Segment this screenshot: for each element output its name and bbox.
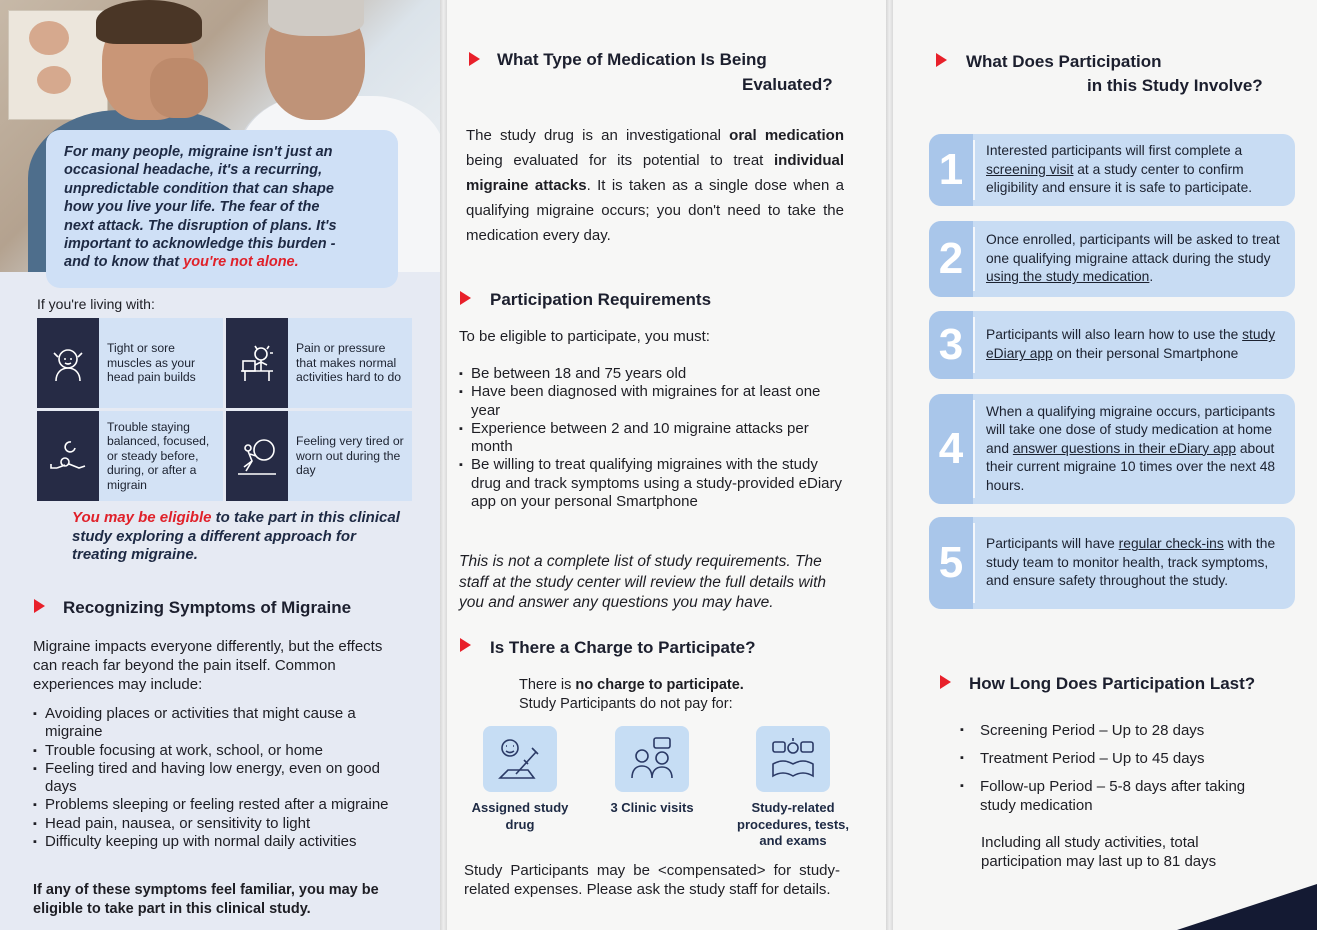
requirements-note: This is not a complete list of study requirements. The staff at the study center will review the full details with you and answer any questions you may have. <box>459 553 826 611</box>
total-duration: Including all study activities, total participation may last up to 81 days <box>981 834 1217 870</box>
list-item: ▪ Be willing to treat qualifying migraines with the study drug and track symptoms using a study-provided eDiary app on your personal Smartphone <box>459 456 849 511</box>
clinic-visit-icon <box>615 726 689 792</box>
medication-title-line1: What Type of Medication Is Being <box>497 50 767 69</box>
medication-title-line2: Evaluated? <box>742 75 833 94</box>
section-arrow-icon <box>469 52 480 66</box>
headache-woman-icon <box>37 318 99 408</box>
symptoms-intro: Migraine impacts everyone differently, but the effects can reach far beyond the pain itself. Common experiences may include: <box>33 638 383 693</box>
list-item: ▪ Experience between 2 and 10 migraine attacks per month <box>459 420 849 457</box>
list-item: ▪ Treatment Period – Up to 45 days <box>960 749 1260 768</box>
list-item: ▪ Have been diagnosed with migraines for at least one year <box>459 383 849 420</box>
procedures-book-icon <box>756 726 830 792</box>
syringe-pill-icon <box>483 726 557 792</box>
section-arrow-icon <box>940 675 951 689</box>
requirements-intro: To be eligible to participate, you must: <box>459 328 710 345</box>
step-card: 2 Once enrolled, participants will be asked to treat one qualifying migraine attack during the study using the study medication. <box>929 221 1295 297</box>
anatomy-chart <box>8 10 108 120</box>
list-item: ▪ Trouble focusing at work, school, or home <box>33 742 413 760</box>
cost-item: 3 Clinic visits <box>600 726 704 817</box>
medication-description: The study drug is an investigational oral medication being evaluated for its potential to treat individual migraine attacks. It is taken as a single dose when a qualifying migraine occurs; you don't need to take the medication every day. <box>466 127 845 244</box>
step-card: 5 Participants will have regular check-ins with the study team to monitor health, track symptoms, and ensure safety throughout the study. <box>929 517 1295 609</box>
left-panel <box>0 0 440 930</box>
symptom-card: Pain or pressure that makes normal activities hard to do <box>226 318 412 408</box>
living-with-label: If you're living with: <box>37 296 155 312</box>
cost-item: Assigned study drug <box>470 726 570 833</box>
involve-title-line2: in this Study Involve? <box>1087 76 1263 95</box>
stressed-desk-icon <box>226 318 288 408</box>
duration-title: How Long Does Participation Last? <box>969 674 1256 693</box>
list-item: ▪ Difficulty keeping up with normal daily activities <box>33 833 413 851</box>
experiences-list <box>33 705 413 851</box>
requirements-title: Participation Requirements <box>490 290 712 309</box>
symptoms-section-title: Recognizing Symptoms of Migraine <box>63 598 352 617</box>
section-arrow-icon <box>34 599 45 613</box>
eligibility-callout: You may be eligible to take part in this clinical study exploring a different approach for treating migraine. <box>72 509 400 563</box>
not-alone-highlight: you're not alone. <box>183 254 299 271</box>
section-arrow-icon <box>936 53 947 67</box>
list-item: ▪ Head pain, nausea, or sensitivity to light <box>33 815 413 833</box>
step-card: 1 Interested participants will first complete a screening visit at a study center to confirm eligibility and ensure it is safe to participate. <box>929 134 1295 206</box>
symptom-card: Tight or sore muscles as your head pain builds <box>37 318 223 408</box>
list-item: ▪ Be between 18 and 75 years old <box>459 365 849 383</box>
symptom-card: Feeling very tired or worn out during the day <box>226 411 412 501</box>
boulder-push-icon <box>226 411 288 501</box>
step-card: 3 Participants will also learn how to use the study eDiary app on their personal Smartphone <box>929 311 1295 379</box>
intro-quote: For many people, migraine isn't just an occasional headache, it's a recurring, unpredictable condition that can shape how you live your life. The fear of the next attack. The disruption of plans. It's important to acknowledge this burden - and to know that you're not alone. <box>46 130 398 288</box>
duration-list <box>960 721 1260 824</box>
dizzy-fall-icon <box>37 411 99 501</box>
section-arrow-icon <box>460 291 471 305</box>
involve-title-line1: What Does Participation <box>966 52 1162 71</box>
section-arrow-icon <box>460 638 471 652</box>
list-item: ▪ Feeling tired and having low energy, even on good days <box>33 760 413 797</box>
list-item: ▪ Avoiding places or activities that might cause a migraine <box>33 705 413 742</box>
list-item: ▪ Follow-up Period – 5-8 days after taking study medication <box>960 777 1260 815</box>
fold-line <box>886 0 893 930</box>
corner-accent <box>1177 884 1317 930</box>
charge-title: Is There a Charge to Participate? <box>490 638 756 657</box>
fold-line <box>440 0 447 930</box>
symptom-card: Trouble staying balanced, focused, or steady before, during, or after a migrain <box>37 411 223 501</box>
requirements-list <box>459 365 849 511</box>
symptoms-closing: If any of these symptoms feel familiar, you may be eligible to take part in this clinical study. <box>33 882 379 917</box>
compensation-note: Study Participants may be <compensated> for study-related expenses. Please ask the study staff for details. <box>464 862 840 898</box>
cost-item: Study-related procedures, tests, and exams <box>730 726 856 850</box>
symptom-grid <box>37 318 412 501</box>
list-item: ▪ Screening Period – Up to 28 days <box>960 721 1260 740</box>
list-item: ▪ Problems sleeping or feeling rested after a migraine <box>33 796 413 814</box>
charge-intro: There is no charge to participate. Study Participants do not pay for: <box>519 677 744 712</box>
step-card: 4 When a qualifying migraine occurs, participants will take one dose of study medication at home and answer questions in their eDiary app about their current migraine 10 times over the next 48 hours. <box>929 394 1295 504</box>
